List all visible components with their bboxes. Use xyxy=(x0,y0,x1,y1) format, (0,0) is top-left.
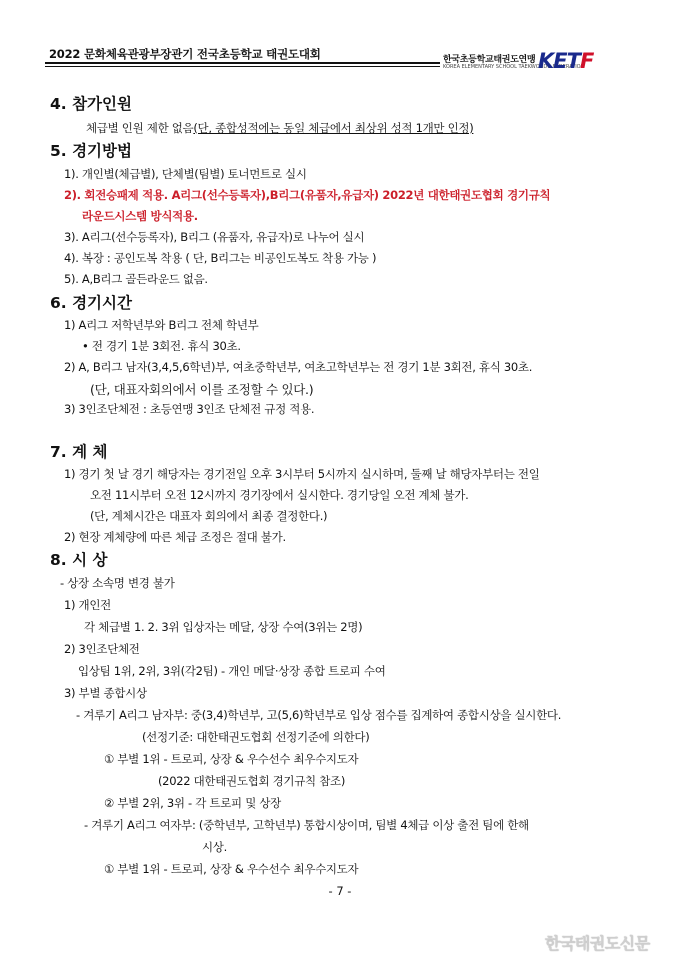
award-female-league: - 겨루기 A리그 여자부: (중학년부, 고학년부) 통합시상이며, 팀별 4체급 이상 출전 팀에 한해 xyxy=(84,818,529,832)
participants-main: 체급별 인원 제한 없음 xyxy=(86,121,194,135)
logo-mark xyxy=(538,49,593,73)
award-individual: 1) 개인전 xyxy=(64,598,111,612)
award-male-league: - 겨루기 A리그 남자부: 중(3,4)학년부, 고(5,6)학년부로 입상 점수를 집계하여 종합시상을 실시한다. xyxy=(76,708,562,722)
award-individual-detail: 각 체급별 1. 2. 3위 입상자는 메달, 상장 수여(3위는 2명) xyxy=(84,620,363,634)
method-item-2: 2). 회전승패제 적용. A리그(선수등록자),B리그(유품자,유급자) 2022년 대한태권도협회 경기규칙 xyxy=(64,188,551,202)
section-7-heading: 7. 계 체 xyxy=(50,443,108,461)
award-male-first: ① 부별 1위 - 트로피, 상장 & 우수선수 최우수지도자 xyxy=(104,752,359,766)
award-male-criteria: (선정기준: 대한태권도협회 선정기준에 의한다) xyxy=(142,730,370,744)
time-item-1: 1) A리그 저학년부와 B리그 전체 학년부 xyxy=(64,318,259,332)
time-item-1-detail: • 전 경기 1분 3회전. 휴식 30초. xyxy=(82,339,241,353)
participants-note: (단, 종합성적에는 동일 체급에서 최상위 성적 1개만 인정) xyxy=(193,121,474,135)
section-4-heading: 4. 참가인원 xyxy=(50,95,132,113)
page-number: - 7 - xyxy=(328,884,352,898)
award-team-detail: 입상팀 1위, 2위, 3위(각2팀) - 개인 메달·상장 종합 트로피 수여 xyxy=(78,664,386,678)
logo-mark-f: F xyxy=(579,49,594,73)
award-division: 3) 부별 종합시상 xyxy=(64,686,147,700)
time-item-2: 2) A, B리그 남자(3,4,5,6학년)부, 여초중학년부, 여초고학년부는 전 경기 1분 3회전, 휴식 30초. xyxy=(64,360,533,374)
method-item-5: 5). A,B리그 골든라운드 없음. xyxy=(64,272,208,286)
logo-english-name: KOREA ELEMENTARY SCHOOL TAEKWONDO FEDERATION xyxy=(443,64,585,70)
watermark: 한국태권도신문 xyxy=(545,934,650,953)
time-item-2-note: (단, 대표자회의에서 이를 조정할 수 있다.) xyxy=(90,382,314,397)
method-item-2-cont: 라운드시스템 방식적용. xyxy=(82,209,198,223)
section-6-heading: 6. 경기시간 xyxy=(50,294,132,312)
method-item-1: 1). 개인별(체급별), 단체별(팀별) 토너먼트로 실시 xyxy=(64,167,307,181)
header-rule xyxy=(45,62,440,64)
weigh-item-1-cont: 오전 11시부터 오전 12시까지 경기장에서 실시한다. 경기당일 오전 계체 불가. xyxy=(90,488,469,502)
award-note: - 상장 소속명 변경 불가 xyxy=(60,576,175,590)
weigh-item-1-note: (단, 계체시간은 대표자 회의에서 최종 결정한다.) xyxy=(90,509,328,523)
award-male-second: ② 부별 2위, 3위 - 각 트로피 및 상장 xyxy=(104,796,281,810)
federation-logo xyxy=(443,49,643,78)
time-item-3: 3) 3인조단체전 : 초등연맹 3인조 단체전 규정 적용. xyxy=(64,402,315,416)
section-5-heading: 5. 경기방법 xyxy=(50,142,132,160)
header-title: 2022 문화체육관광부장관기 전국초등학교 태권도대회 xyxy=(49,47,321,61)
section-8-heading: 8. 시 상 xyxy=(50,551,108,569)
logo-mark-ket: KET xyxy=(538,49,580,73)
weigh-item-2: 2) 현장 계체량에 따른 체급 조정은 절대 불가. xyxy=(64,530,286,544)
award-male-first-ref: (2022 대한태권도협회 경기규칙 참조) xyxy=(158,774,346,788)
award-team: 2) 3인조단체전 xyxy=(64,642,140,656)
method-item-4: 4). 복장 : 공인도복 착용 ( 단, B리그는 비공인도복도 착용 가능 ) xyxy=(64,251,377,265)
method-item-3: 3). A리그(선수등록자), B리그 (유품자, 유급자)로 나누어 실시 xyxy=(64,230,365,244)
award-female-league-cont: 시상. xyxy=(202,840,227,854)
award-female-first: ① 부별 1위 - 트로피, 상장 & 우수선수 최우수지도자 xyxy=(104,862,359,876)
weigh-item-1: 1) 경기 첫 날 경기 해당자는 경기전일 오후 3시부터 5시까지 실시하며, 둘째 날 해당자부터는 전일 xyxy=(64,467,540,481)
header-rule-thin xyxy=(45,66,440,67)
participants-text xyxy=(86,120,473,136)
logo-korean-name: 한국초등학교태권도연맹 xyxy=(443,55,536,65)
